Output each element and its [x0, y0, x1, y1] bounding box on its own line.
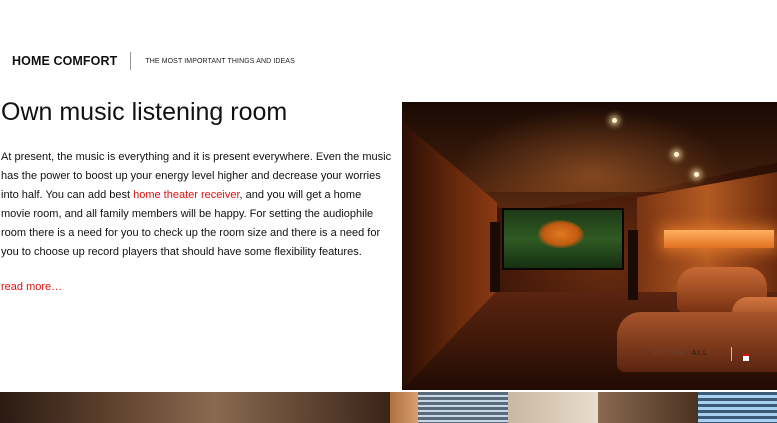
- gallery-thumbnail[interactable]: [418, 392, 508, 423]
- gallery-strip: [0, 392, 777, 423]
- gallery-thumbnail[interactable]: [0, 392, 390, 423]
- filter-toggle-icon[interactable]: [743, 354, 749, 361]
- hero-tiger-image: [538, 220, 584, 248]
- hero-spotlight: [612, 118, 617, 123]
- hero-right-speaker: [628, 230, 638, 300]
- filter-label: FILTER: [653, 348, 686, 357]
- excerpt-text-2: , and you will get a home movie room, and all family members will be happy. For setting the audiophile room there is a need for you to check up the room size and there is a need for you to choose up record players that should have some flexibility features.: [1, 189, 381, 258]
- hero-left-speaker: [490, 222, 500, 292]
- hero-lit-niche: [664, 230, 774, 248]
- hero-spotlight: [674, 152, 679, 157]
- article-excerpt: [1, 148, 393, 262]
- header-divider: [130, 52, 131, 70]
- hero-spotlight: [694, 172, 699, 177]
- filter-divider: [731, 347, 732, 361]
- hero-sofa: [617, 312, 777, 372]
- hero-ceiling-glow: [442, 102, 742, 192]
- read-more-link[interactable]: read more…: [1, 281, 63, 293]
- gallery-thumbnail[interactable]: [698, 392, 777, 423]
- home-theater-receiver-link[interactable]: home theater receiver: [133, 189, 240, 201]
- filter-control[interactable]: [653, 348, 708, 357]
- gallery-thumbnail[interactable]: [598, 392, 698, 423]
- site-logo[interactable]: HOME COMFORT: [12, 54, 118, 68]
- gallery-thumbnail[interactable]: [390, 392, 418, 423]
- gallery-thumbnail[interactable]: [508, 392, 598, 423]
- site-tagline: THE MOST IMPORTANT THINGS AND IDEAS: [145, 57, 295, 65]
- excerpt-text-1: At present, the music is everything and it is present everywhere. Even the music has the power to boost up your energy level higher and decrease your worries into half. You can add best: [1, 151, 392, 201]
- filter-value[interactable]: ALL: [691, 348, 709, 357]
- article-title[interactable]: Own music listening room: [1, 98, 288, 126]
- site-header: [12, 50, 295, 72]
- home-theater-image[interactable]: [402, 102, 777, 390]
